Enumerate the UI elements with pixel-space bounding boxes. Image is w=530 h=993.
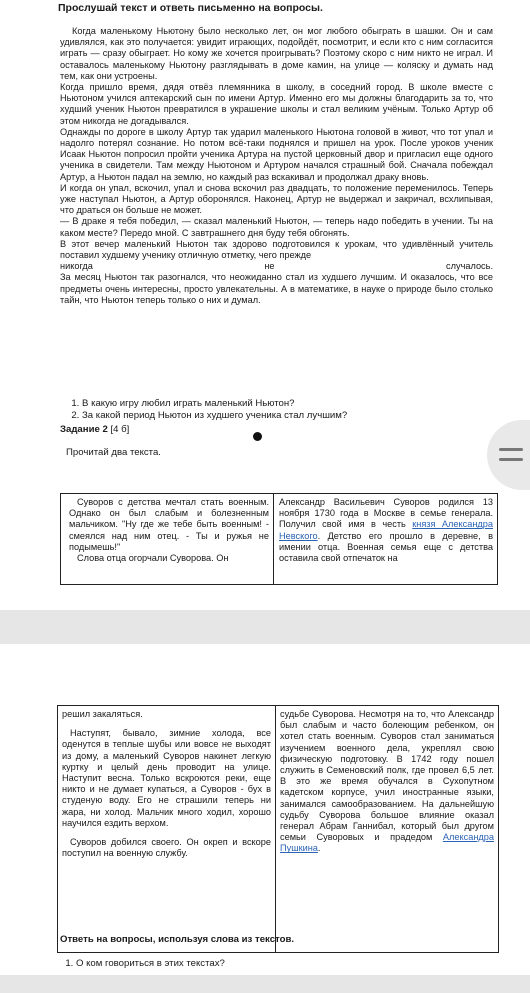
answer-heading: Ответь на вопросы, используя слова из текстов. — [60, 934, 295, 945]
question-item: 1. В какую игру любил играть маленький Ньютон? — [82, 398, 522, 410]
task-heading — [60, 424, 129, 435]
story-paragraph: За месяц Ньютон так разогнался, что неожиданно стал из худшего лучшим. И оказалось, что все предметы очень интересны, просто увлекательны. А в математике, в науке о природе было столько тайн, что Ньютон теперь только о них и думал. — [60, 272, 493, 305]
table-text-segment: судьбе Суворова. Несмотря на то, что Александр был слабым и часто болеющим ребенком, он хотел стать военным. Суворов стал заниматься изучением военного дела, укреплял свою физическую подготовку. В 1742 году пошел служить в Семеновский полк, где провел 6,5 лет. В это же время обучался в Сухопутном кадетском корпусе, учил иностранные языки, занимался самообразованием. На дальнейшую судьбу Суворова большое влияние оказал генерал Абрам Ганнибал, который был другом семьи Суворовых и прадедом — [280, 709, 494, 843]
texts-table-part-1 — [60, 493, 498, 585]
answer-questions — [60, 958, 225, 969]
texts-table-part-2 — [57, 705, 499, 953]
story-questions — [60, 398, 522, 422]
table-text: Суворов добился своего. Он окреп и вскоре поступил на военную службу. — [62, 837, 271, 859]
story-paragraph: Однажды по дороге в школу Артур так ударил маленького Ньютона головой в живот, что тот упал и надолго потерял сознание. Но потом всё-таки поднялся и пришел на урок. После уроков ученик Исаак Ньютон попросил пройти ученика Артура на пустой церковный двор и пригласил еще одного ученика в свидетели. Там между Ньютоном и Артуром начался страшный бой. Сначала побеждал Артур, а Ньютон падал на землю, но каждый раз вскакивал и продолжал драку вновь. — [60, 126, 493, 182]
table-text-segment: Александр Васильевич Суворов родился 13 ноября 1730 года в Москве в семье генерала. Получил свой имя в честь — [279, 497, 493, 530]
question-item: 1. О ком говориться в этих текстах? — [76, 958, 225, 969]
exercise-title: Прослушай текст и ответь письменно на вопросы. — [58, 2, 323, 14]
bottom-bar — [0, 975, 530, 993]
task-points: [4 б] — [110, 424, 130, 435]
task-instruction: Прочитай два текста. — [66, 447, 161, 458]
page-gap — [0, 610, 530, 644]
task-label: Задание 2 — [60, 424, 108, 435]
table-text — [280, 709, 494, 855]
story-paragraph: — В драке я тебя победил, — сказал маленький Ньютон, — теперь надо победить в учении. Ты на каком месте? Передо мной. С завтрашнего дня буду тебя обгонять. — [60, 216, 493, 238]
table-right-cell — [276, 706, 498, 952]
story-paragraph: Когда маленькому Ньютону было несколько лет, он мог любого обыграть в шашки. Он и сам удивлялся, как это получается: увидит играющих, подойдёт, посмотрит, и если кто с ним согласится играть — сразу обыграет. Но кому же хочется проигрывать? Поэтому скоро с ним никто не играл. И оставалось маленькому Ньютону разглядывать в доме камин, на улице — коляску и думать над тем, как они устроены. — [60, 26, 493, 81]
table-right-cell — [274, 494, 497, 584]
table-text: Суворов с детства мечтал стать военным. Однако он был слабым и болезненным мальчиком. "Ну где же тебе быть военным! - смеялся над ним отец. - Ты и ружья не подымешь!" — [69, 497, 269, 552]
cursor-dot — [253, 432, 262, 441]
table-left-cell — [61, 494, 274, 584]
table-text-segment: . — [317, 843, 321, 854]
story-paragraph: никогда не случалось. — [60, 261, 493, 272]
table-text — [279, 497, 493, 564]
question-item: 2. За какой период Ньютон из худшего ученика стал лучшим? — [82, 410, 522, 422]
table-left-cell — [58, 706, 276, 952]
table-text-segment: . Детство его прошло в деревне, в имении отца. Военная семья еще с детства оставила свой отпечаток на — [279, 530, 493, 564]
table-text: Слова отца огорчали Суворова. Он — [77, 553, 229, 564]
nevsky-link[interactable]: князя Александра Невского — [279, 519, 493, 541]
newton-story — [60, 26, 493, 306]
table-text: Наступят, бывало, зимние холода, все оденутся в теплые шубы или вовсе не выходят из дому, а маленький Суворов накинет легкую куртку и целый день проводит на улице. Наступит весна. Только вскроются реки, еще никто и не думает купаться, а Суворов - бух в студеную воду. Его не страшили теперь ни жара, ни холод. Мальчик много ходил, хорошо научился ездить верхом. — [62, 728, 271, 828]
pushkin-link[interactable]: Александра Пушкина — [280, 832, 494, 854]
story-paragraph: Когда пришло время, дядя отвёз племянника в школу, в соседний город. В школе вместе с Ньютоном учился аптекарский сын по имени Артур. Именно его мы должны благодарить за то, что худший ученик Ньютон превратился в украшение школы и стал великим учёным. Только Артур об этом никогда не догадывался. — [60, 82, 493, 126]
story-paragraph: И когда он упал, вскочил, упал и снова вскочил раз двадцать, то положение переменилось. Теперь уже наступал Ньютон, а Артур оборонялся. Наконец, Артур не выдержал и закричал, всхлипывая, что драться он больше не может. — [60, 182, 493, 216]
story-paragraph: В этот вечер маленький Ньютон так здорово подготовился к урокам, что удивлённый учитель поставил худшему ученику отличную отметку, чего прежде — [60, 238, 493, 261]
table-text: решил закаляться. — [62, 709, 143, 719]
